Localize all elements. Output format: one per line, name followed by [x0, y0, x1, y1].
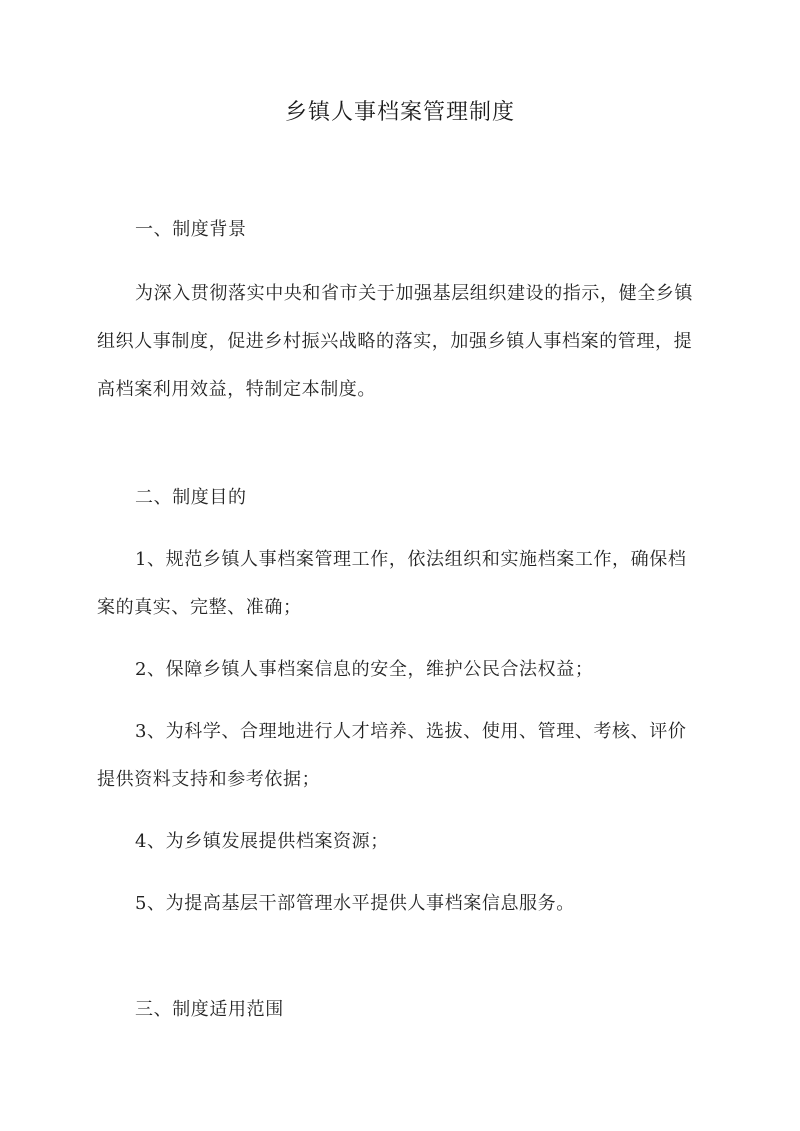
paragraph-purpose-1: 1、规范乡镇人事档案管理工作，依法组织和实施档案工作，确保档案的真实、完整、准确； [97, 549, 687, 618]
paragraph-purpose-5: 5、为提高基层干部管理水平提供人事档案信息服务。 [135, 893, 575, 914]
paragraph-purpose-2: 2、保障乡镇人事档案信息的安全，维护公民合法权益； [135, 659, 594, 680]
paragraph-purpose-4: 4、为乡镇发展提供档案资源； [135, 831, 389, 852]
section-heading-purpose: 二、制度目的 [135, 487, 247, 508]
paragraph-background: 为深入贯彻落实中央和省市关于加强基层组织建设的指示，健全乡镇组织人事制度，促进乡村振兴战略的落实，加强乡镇人事档案的管理，提高档案利用效益，特制定本制度。 [97, 283, 693, 400]
section-heading-background: 一、制度背景 [135, 219, 247, 240]
section-heading-scope: 三、制度适用范围 [135, 999, 284, 1020]
document-title: 乡镇人事档案管理制度 [284, 100, 515, 125]
paragraph-purpose-3: 3、为科学、合理地进行人才培养、选拔、使用、管理、考核、评价提供资料支持和参考依据； [97, 721, 687, 790]
